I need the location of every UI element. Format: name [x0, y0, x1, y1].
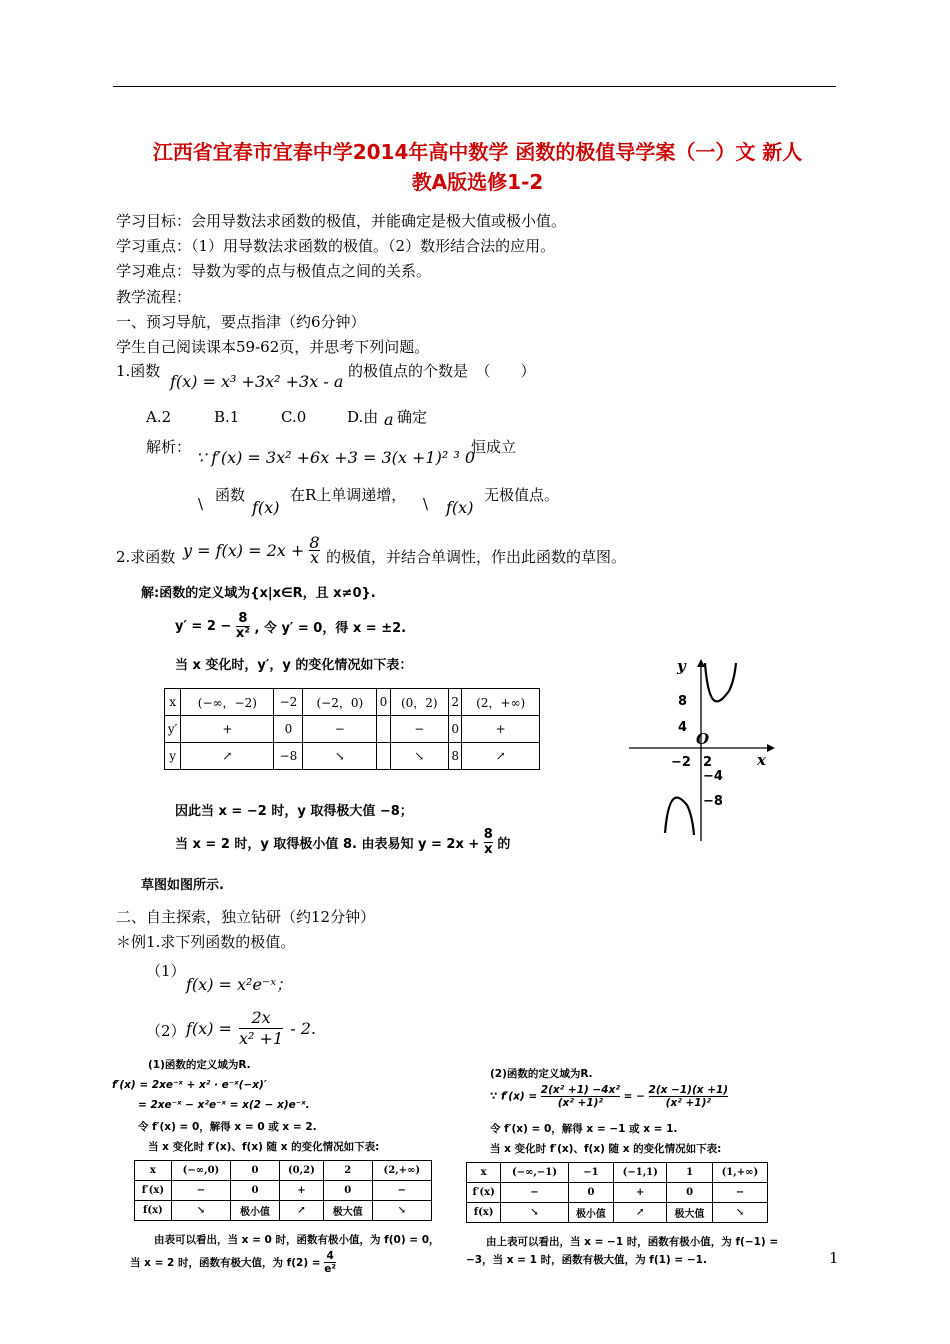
- q2-derivative-fraction: [236, 612, 250, 641]
- part-2-fraction: [239, 1008, 283, 1049]
- graph-tick-minus-4: −4: [703, 769, 723, 784]
- sol2-table-row: [467, 1163, 768, 1183]
- sol1-table-cell: +: [279, 1181, 323, 1201]
- q2-prefix: 2.求函数: [116, 548, 176, 566]
- q1-conclusion-symbol-1: \: [198, 495, 204, 513]
- q1-option-a: A.2: [146, 408, 172, 426]
- q2-function-fraction: [309, 533, 320, 567]
- q1-analysis-label: 解析：: [146, 438, 192, 456]
- sol1-table-cell: 极小值: [231, 1201, 280, 1221]
- sol2-table-cell: 极小值: [568, 1203, 613, 1223]
- sol2-table-cell: 0: [568, 1183, 613, 1203]
- q1-function: f(x) = x³ +3x² +3x - a: [170, 372, 344, 391]
- sol1-table-cell: (−∞,0): [171, 1161, 230, 1181]
- part-2-numerator: 2x: [239, 1008, 283, 1029]
- section-2-heading: 二、自主探索，独立钻研（约12分钟）: [116, 908, 376, 926]
- sol1-table-cell: 0: [231, 1181, 280, 1201]
- q2-conclusion-fraction: [484, 828, 493, 857]
- sol2-table-row: [467, 1183, 768, 1203]
- q1-analysis-math: ∵ f′(x) = 3x² +6x +3 = 3(x +1)² ³ 0: [196, 448, 476, 467]
- q2-table-cell: 0: [377, 689, 390, 716]
- q2-solution-label: 解:: [141, 586, 160, 601]
- q1-option-b: B.1: [214, 408, 240, 426]
- sol1-table-cell: (0,2): [279, 1161, 323, 1181]
- graph-tick-4: 4: [678, 720, 688, 735]
- graph-origin-label: O: [696, 730, 710, 748]
- sol2-table-cell: f′(x): [467, 1183, 501, 1203]
- q2-derivative-numerator: 8: [236, 612, 250, 627]
- graph-tick-minus-2: −2: [671, 755, 691, 770]
- sol1-line-7: [130, 1250, 336, 1275]
- q2-conclusion-3: 草图如图所示.: [141, 878, 224, 893]
- sol2-frac2-numerator: 2(x −1)(x +1): [648, 1084, 729, 1096]
- q2-conclusion-2b: 的: [497, 837, 511, 852]
- learning-key-points: 学习重点：（1）用导数法求函数的极值。（2）数形结合法的应用。: [116, 237, 556, 255]
- sol1-table: [134, 1160, 432, 1221]
- q2-table-cell: −8: [274, 743, 303, 770]
- q2-table-row: [165, 716, 540, 743]
- sol1-table-cell: ↘: [372, 1201, 431, 1221]
- sol1-line-6: 由表可以看出，当 x = 0 时，函数有极小值，为 f(0) = 0，: [154, 1234, 440, 1246]
- q1-conclusion-a: 函数: [215, 486, 246, 504]
- q2-table-cell: ↗: [462, 743, 540, 770]
- sol2-table-cell: f(x): [467, 1203, 501, 1223]
- sol2-fraction-1: [541, 1084, 620, 1109]
- sol1-table-cell: 2: [323, 1161, 372, 1181]
- sol2-table-cell: ↘: [501, 1203, 568, 1223]
- q2-domain: 函数的定义域为{x|x∈R，且 x≠0}.: [159, 586, 376, 601]
- sol2-table-cell: (−1,1): [614, 1163, 667, 1183]
- q1-prefix: 1.函数: [116, 362, 161, 380]
- q1-conclusion-c: 无极值点。: [484, 486, 560, 504]
- q1-conclusion-func: f(x): [252, 498, 280, 517]
- sol2-table-cell: 极大值: [667, 1203, 712, 1223]
- q2-table-cell: 0: [448, 716, 461, 743]
- q2-frac-denominator: x: [310, 548, 320, 567]
- q2-table-cell: 2: [448, 689, 461, 716]
- q1-conclusion-func-2: f(x): [446, 498, 474, 517]
- q2-solution-line-1: [141, 582, 376, 601]
- sol2-table-cell: −: [501, 1183, 568, 1203]
- sol1-line-4: 令 f′(x) = 0，解得 x = 0 或 x = 2.: [138, 1121, 317, 1133]
- q1-analysis-tail: 恒成立: [471, 438, 517, 456]
- example-1-part-1-label: （1）: [146, 962, 186, 980]
- sol2-table-cell: ↗: [614, 1203, 667, 1223]
- title-line-1: 江西省宜春市宜春中学2014年高中数学 函数的极值导学案（一）文 新人: [152, 140, 803, 164]
- sol1-line-5: 当 x 变化时 f′(x)、f(x) 随 x 的变化情况如下表:: [148, 1141, 380, 1153]
- q2-derivative-denominator: x²: [235, 626, 250, 641]
- sol1-table-cell: −: [171, 1181, 230, 1201]
- curve-left-branch: [665, 798, 694, 835]
- teaching-flow: 教学流程：: [116, 288, 192, 306]
- sol2-table-row: [467, 1203, 768, 1223]
- sol1-table-cell: f′(x): [135, 1181, 172, 1201]
- sol1-frac-numerator: 4: [324, 1250, 336, 1263]
- example-1-part-2-label: （2）: [146, 1022, 186, 1040]
- q2-variation-table: [164, 688, 540, 770]
- q2-table-row: [165, 689, 540, 716]
- q2-table-cell: (−∞，−2): [181, 689, 274, 716]
- sol1-table-cell: (2,+∞): [372, 1161, 431, 1181]
- page-number: 1: [829, 1249, 839, 1267]
- q1-option-c: C.0: [281, 408, 307, 426]
- graph-y-label: y: [677, 657, 686, 675]
- sol1-table-cell: 0: [231, 1161, 280, 1181]
- sol2-line-4: 当 x 变化时 f′(x)、f(x) 随 x 的变化情况如下表:: [490, 1143, 722, 1155]
- q1-option-d-tail: 确定: [397, 408, 428, 426]
- curve-right-branch: [705, 663, 736, 701]
- q2-table-row: [165, 743, 540, 770]
- q2-table-cell: ↗: [181, 743, 274, 770]
- q2-derivative-right: , 令 y′ = 0，得 x = ±2.: [254, 621, 407, 636]
- q2-table-cell: (0，2): [390, 689, 448, 716]
- sol2-table-cell: 1: [667, 1163, 712, 1183]
- sol2-fraction-2: [649, 1084, 729, 1109]
- sol2-table-cell: −1: [568, 1163, 613, 1183]
- sol1-table-row: [135, 1201, 432, 1221]
- title-line-2: 教A版选修1-2: [411, 170, 544, 194]
- sol2-table: [466, 1162, 768, 1223]
- q2-table-cell: +: [181, 716, 274, 743]
- q2-conclusion-1: 因此当 x = −2 时，y 取得极大值 −8；: [175, 804, 413, 819]
- sol1-table-cell: −: [372, 1181, 431, 1201]
- q1-conclusion-b: 在R上单调递增，: [290, 486, 407, 504]
- sol1-line-7a: 当 x = 2 时，函数有极大值，为 f(2) =: [130, 1257, 321, 1269]
- q2-table-cell: 8: [448, 743, 461, 770]
- example-1-part-1-function: f(x) = x²e⁻ˣ；: [186, 975, 293, 994]
- sol2-frac2-denominator: (x² +1)²: [665, 1097, 711, 1109]
- sol1-frac-denominator: e²: [324, 1263, 336, 1275]
- learning-difficulty: 学习难点：导数为零的点与极值点之间的关系。: [116, 262, 432, 280]
- q2-table-cell: ↘: [303, 743, 377, 770]
- sol2-table-cell: x: [467, 1163, 501, 1183]
- sol1-line-3: = 2xe⁻ˣ − x²e⁻ˣ = x(2 − x)e⁻ˣ.: [138, 1099, 310, 1111]
- q2-table-cell: x: [165, 689, 181, 716]
- sol1-table-cell: ↘: [171, 1201, 230, 1221]
- header-rule: [113, 86, 836, 87]
- sol1-table-cell: x: [135, 1161, 172, 1181]
- sol1-table-cell: 极大值: [323, 1201, 372, 1221]
- part-2-left: f(x) =: [186, 1019, 232, 1038]
- q1-option-d: D.由: [347, 408, 379, 426]
- sol2-table-cell: (1,+∞): [712, 1163, 767, 1183]
- graph-tick-8: 8: [678, 694, 688, 709]
- q2-table-cell: (2，+∞): [462, 689, 540, 716]
- q2-table-cell: +: [462, 716, 540, 743]
- q2-table-cell: [377, 716, 390, 743]
- function-sketch-graph: [625, 655, 775, 845]
- reading-instruction: 学生自己阅读课本59-62页，并思考下列问题。: [116, 338, 430, 356]
- example-1-heading: ＊例1.求下列函数的极值。: [116, 933, 296, 951]
- q2-table-cell: y′: [165, 716, 181, 743]
- sol2-frac1-numerator: 2(x² +1) −4x²: [540, 1084, 620, 1096]
- sol2-table-cell: 0: [667, 1183, 712, 1203]
- q2-solution-line-3: 当 x 变化时，y′，y 的变化情况如下表：: [175, 658, 413, 673]
- q2-table-cell: (−2，0): [303, 689, 377, 716]
- q2-solution-line-2: [175, 612, 406, 641]
- q1-conclusion-symbol-2: \: [423, 495, 429, 513]
- q2-conclusion-2a: 当 x = 2 时，y 取得极小值 8. 由表易知 y = 2x +: [175, 837, 480, 852]
- sol2-line-6: −3，当 x = 1 时，函数有极大值，为 f(1) = −1.: [466, 1254, 707, 1266]
- graph-x-label: x: [757, 751, 766, 769]
- sol1-table-cell: f(x): [135, 1201, 172, 1221]
- part-2-denominator: x² +1: [239, 1029, 284, 1048]
- section-1-heading: 一、预习导航，要点指津（约6分钟）: [116, 313, 366, 331]
- x-axis-arrow: [767, 744, 775, 752]
- sol2-table-cell: ↘: [712, 1203, 767, 1223]
- sol2-line-2b: = −: [623, 1090, 645, 1103]
- sol2-table-cell: −: [712, 1183, 767, 1203]
- q1-suffix: 的极值点的个数是 （ ）: [348, 362, 536, 380]
- sol2-line-1: (2)函数的定义域为R.: [490, 1068, 593, 1080]
- sol2-line-2: [490, 1084, 728, 1109]
- q2-suffix: 的极值，并结合单调性，作出此函数的草图。: [326, 548, 627, 566]
- graph-tick-minus-8: −8: [703, 794, 723, 809]
- sol2-frac1-denominator: (x² +1)²: [557, 1097, 604, 1109]
- sol2-table-cell: (−∞,−1): [501, 1163, 568, 1183]
- sol1-table-row: [135, 1161, 432, 1181]
- q2-table-cell: ↘: [390, 743, 448, 770]
- q2-conclusion-denominator: x: [484, 842, 493, 857]
- learning-goal: 学习目标：会用导数法求函数的极值，并能确定是极大值或极小值。: [116, 212, 567, 230]
- sol1-line-1: (1)函数的定义域为R.: [148, 1059, 251, 1071]
- q2-conclusion-2: [175, 828, 510, 857]
- q2-table-cell: −2: [274, 689, 303, 716]
- sol1-table-cell: 0: [323, 1181, 372, 1201]
- sol2-line-2a: ∵ f′(x) =: [490, 1090, 538, 1103]
- q2-derivative-left: y′ = 2 −: [175, 619, 232, 634]
- graph-tick-2: 2: [703, 755, 713, 770]
- document-title: [110, 137, 845, 197]
- sol1-line-2: f′(x) = 2xe⁻ˣ + x² · e⁻ˣ(−x)′: [112, 1079, 267, 1091]
- q2-conclusion-numerator: 8: [483, 827, 493, 842]
- example-1-part-2-function: [186, 1008, 316, 1049]
- sol2-line-5: 由上表可以看出，当 x = −1 时，函数有极小值，为 f(−1) =: [486, 1236, 779, 1248]
- q2-function-left: y = f(x) = 2x +: [183, 541, 305, 560]
- sol2-line-3: 令 f′(x) = 0，解得 x = −1 或 x = 1.: [490, 1123, 678, 1135]
- q2-table-cell: [377, 743, 390, 770]
- sol1-line-7-fraction: [324, 1250, 336, 1275]
- sol1-table-row: [135, 1181, 432, 1201]
- q2-frac-numerator: 8: [309, 533, 320, 552]
- part-2-right: - 2.: [290, 1019, 316, 1038]
- sol2-table-cell: +: [614, 1183, 667, 1203]
- q2-table-cell: 0: [274, 716, 303, 743]
- q2-table-cell: −: [390, 716, 448, 743]
- q1-option-d-variable: a: [384, 410, 394, 429]
- y-axis-arrow: [697, 659, 705, 667]
- q2-table-cell: −: [303, 716, 377, 743]
- q2-table-cell: y: [165, 743, 181, 770]
- sol1-table-cell: ↗: [279, 1201, 323, 1221]
- q2-function: [183, 533, 320, 567]
